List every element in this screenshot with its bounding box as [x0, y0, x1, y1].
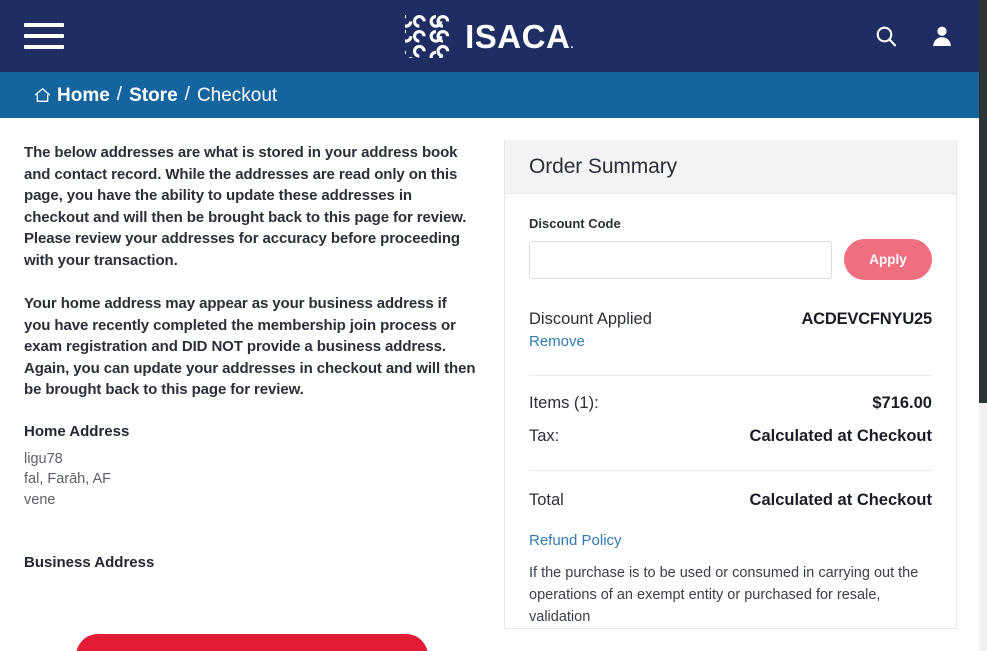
intro-paragraph-1: The below addresses are what is stored in your address book and contact record. While the addresses are read only on this page, you have the ability to update these addresses in checkout and will then be brought back to this page for review. Please review your addresses for accuracy before proceeding with your transaction. — [24, 144, 467, 269]
summary-row-label: Tax: — [529, 427, 560, 445]
breadcrumb-separator: / — [116, 84, 123, 105]
order-summary-panel — [504, 140, 957, 629]
order-summary-body — [505, 194, 956, 628]
summary-divider — [529, 375, 932, 376]
summary-row-tax — [529, 427, 932, 446]
header-icon-group — [871, 20, 957, 52]
discount-code-row — [529, 239, 932, 280]
home-address-heading: Home Address — [24, 422, 130, 440]
order-summary-title: Order Summary — [529, 154, 678, 178]
home-address-line: fal, Farāh, AF — [24, 471, 112, 488]
summary-row-items — [529, 394, 932, 413]
apply-discount-button[interactable]: Apply — [844, 239, 932, 280]
home-icon[interactable] — [34, 87, 51, 103]
refund-policy-text: If the purchase is to be used or consumed in carrying out the operations of an exempt entity or purchased for resale, validation — [529, 565, 919, 625]
hamburger-bar — [24, 34, 64, 38]
home-address-line: vene — [24, 491, 56, 508]
breadcrumb-item-store[interactable]: Store — [129, 84, 178, 106]
page-scrollbar-thumb[interactable] — [979, 0, 987, 403]
discount-applied-label: Discount Applied — [529, 310, 652, 328]
hamburger-menu-icon[interactable] — [24, 19, 64, 53]
home-address-block — [24, 423, 476, 511]
address-review-column — [24, 142, 476, 580]
site-header — [0, 0, 979, 72]
discount-code-input[interactable] — [529, 241, 832, 279]
discount-applied-code: ACDEVCFNYU25 — [801, 310, 932, 328]
hamburger-bar — [24, 23, 64, 27]
breadcrumb — [0, 72, 979, 118]
user-account-icon[interactable] — [927, 20, 957, 52]
page-scrollbar-track[interactable] — [979, 0, 987, 651]
summary-row-value: Calculated at Checkout — [749, 427, 932, 445]
business-address-heading: Business Address — [24, 554, 155, 572]
home-address-line: ligu78 — [24, 450, 63, 467]
breadcrumb-separator: / — [184, 84, 190, 105]
breadcrumb-item-home[interactable]: Home — [57, 84, 110, 106]
summary-total-label: Total — [529, 491, 564, 509]
summary-row-total — [529, 491, 932, 510]
summary-total-value: Calculated at Checkout — [749, 491, 932, 509]
summary-divider — [529, 470, 932, 471]
site-logo-link[interactable] — [405, 14, 574, 58]
remove-discount-link[interactable]: Remove — [529, 333, 585, 350]
breadcrumb-item-checkout: Checkout — [196, 84, 278, 106]
brand-title — [465, 17, 574, 55]
discount-code-label: Discount Code — [529, 216, 621, 231]
summary-row-label: Items (1): — [529, 394, 599, 412]
business-address-block — [24, 554, 476, 571]
brand-title-text: ISACA — [465, 17, 571, 55]
brand-registered-mark: . — [570, 38, 574, 51]
intro-paragraph-2: Your home address may appear as your business address if you have recently completed the membership join process or exam registration and DID NOT provide a business address. Again, you can update your addresses in checkout and will then be brought back to this page for review. — [24, 295, 476, 398]
brand-container — [0, 0, 979, 72]
search-icon[interactable] — [871, 20, 901, 52]
summary-row-value: $716.00 — [872, 394, 932, 412]
hamburger-bar — [24, 45, 64, 49]
page-content — [0, 118, 979, 651]
order-summary-header — [505, 140, 956, 194]
primary-action-button[interactable] — [76, 634, 428, 651]
refund-policy-link[interactable]: Refund Policy — [529, 532, 622, 549]
discount-applied-row — [529, 310, 932, 329]
isaca-logo-icon — [405, 14, 452, 58]
